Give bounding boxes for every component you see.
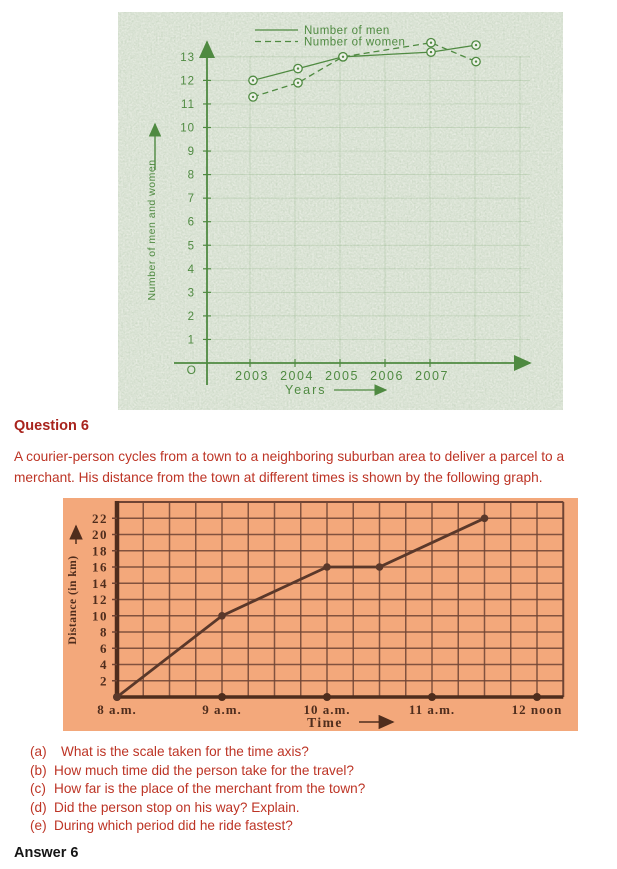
y-tick-label: 12 bbox=[92, 592, 108, 607]
sub-question-text: How much time did the person take for the travel? bbox=[54, 762, 354, 778]
y-tick-label: 10 bbox=[92, 608, 108, 624]
x-axis-hour-dot bbox=[323, 693, 331, 701]
data-point bbox=[323, 563, 331, 571]
x-axis-hour-dot bbox=[428, 693, 436, 701]
sub-questions-list bbox=[30, 744, 590, 837]
data-point-center bbox=[252, 79, 254, 81]
data-point-center bbox=[430, 51, 432, 53]
y-tick-label: 4 bbox=[187, 263, 195, 276]
x-axis-title: Time bbox=[307, 715, 343, 730]
y-tick-label: 2 bbox=[100, 673, 108, 689]
data-point-center bbox=[297, 82, 299, 84]
data-point bbox=[218, 612, 226, 620]
y-tick-label: 7 bbox=[187, 193, 195, 206]
men-women-graph-figure bbox=[118, 12, 563, 410]
sub-question-label: (e) bbox=[30, 818, 47, 834]
data-point bbox=[376, 563, 384, 571]
sub-question-label: (c) bbox=[30, 781, 46, 797]
data-point-center bbox=[475, 44, 477, 46]
x-axis-title: Years bbox=[285, 383, 327, 397]
sub-question-row bbox=[30, 744, 590, 763]
y-tick-label: 9 bbox=[187, 146, 195, 159]
x-tick-label: 9 a.m. bbox=[202, 702, 242, 717]
sub-question-text: Did the person stop on his way? Explain. bbox=[54, 799, 300, 815]
legend-label: Number of women bbox=[304, 36, 406, 49]
x-tick-label: 10 a.m. bbox=[303, 702, 351, 717]
y-axis-title: Distance (in km) bbox=[67, 555, 79, 645]
y-tick-label: 22 bbox=[92, 510, 108, 526]
y-tick-label: 11 bbox=[181, 98, 195, 111]
y-tick-label: 2 bbox=[187, 310, 195, 323]
paper-noise-texture bbox=[118, 12, 563, 410]
data-point-center bbox=[342, 56, 344, 58]
answer-heading: Answer 6 bbox=[14, 845, 79, 861]
sub-question-label: (d) bbox=[30, 799, 47, 815]
distance-time-graph-figure bbox=[63, 498, 578, 731]
question-body-text: A courier-person cycles from a town to a neighboring suburban area to deliver a parcel to a merchant. His distance from the town at different times is shown by the following graph. bbox=[14, 449, 565, 485]
x-tick-label: 11 a.m. bbox=[408, 702, 456, 717]
y-axis-title: Number of men and women bbox=[146, 159, 158, 301]
y-tick-label: 8 bbox=[100, 624, 108, 640]
data-point-center bbox=[475, 60, 477, 62]
data-point bbox=[481, 515, 489, 523]
sub-question-row bbox=[30, 800, 590, 819]
x-axis-hour-dot bbox=[533, 693, 541, 701]
distance-time-line-chart bbox=[63, 498, 578, 731]
y-tick-label: 16 bbox=[92, 559, 108, 575]
y-tick-label: 12 bbox=[180, 75, 195, 88]
data-point-center bbox=[297, 67, 299, 69]
x-tick-label: 2006 bbox=[370, 369, 404, 383]
data-point bbox=[113, 693, 121, 701]
y-tick-label: 6 bbox=[187, 216, 195, 229]
sub-question-text: What is the scale taken for the time axis? bbox=[61, 744, 309, 759]
orange-plot-area bbox=[63, 498, 578, 731]
x-tick-label: 2004 bbox=[280, 369, 314, 383]
y-tick-label: 3 bbox=[187, 287, 195, 300]
men-women-line-chart bbox=[118, 12, 563, 410]
y-tick-label: 13 bbox=[180, 51, 195, 64]
x-tick-label: 12 noon bbox=[511, 702, 563, 717]
y-tick-label: 18 bbox=[92, 543, 108, 559]
y-tick-label: 8 bbox=[187, 169, 195, 182]
legend-label: Number of men bbox=[304, 25, 390, 37]
y-tick-label: 20 bbox=[92, 527, 108, 542]
y-tick-label: 5 bbox=[187, 240, 195, 253]
y-tick-label: 10 bbox=[180, 122, 195, 135]
sub-question-label: (b) bbox=[30, 762, 47, 778]
sub-question-label: (a) bbox=[30, 744, 47, 759]
sub-question-text: How far is the place of the merchant from the town? bbox=[54, 781, 366, 797]
x-tick-label: 2005 bbox=[325, 369, 359, 383]
sub-question-text: During which period did he ride fastest? bbox=[54, 818, 293, 834]
x-tick-label: 8 a.m. bbox=[97, 702, 137, 717]
sub-question-row bbox=[30, 781, 590, 800]
y-tick-label: 14 bbox=[92, 575, 108, 591]
sub-question-row bbox=[30, 818, 590, 837]
y-tick-label: 4 bbox=[100, 657, 108, 672]
x-tick-label: 2007 bbox=[415, 369, 449, 383]
origin-label: O bbox=[186, 363, 196, 377]
sub-question-row bbox=[30, 763, 590, 782]
y-tick-label: 1 bbox=[187, 334, 195, 347]
data-point-center bbox=[430, 42, 432, 44]
data-point-center bbox=[252, 96, 254, 98]
question-heading: Question 6 bbox=[14, 418, 89, 434]
y-tick-label: 6 bbox=[100, 640, 108, 656]
x-axis-hour-dot bbox=[218, 693, 226, 701]
x-tick-label: 2003 bbox=[235, 369, 269, 383]
